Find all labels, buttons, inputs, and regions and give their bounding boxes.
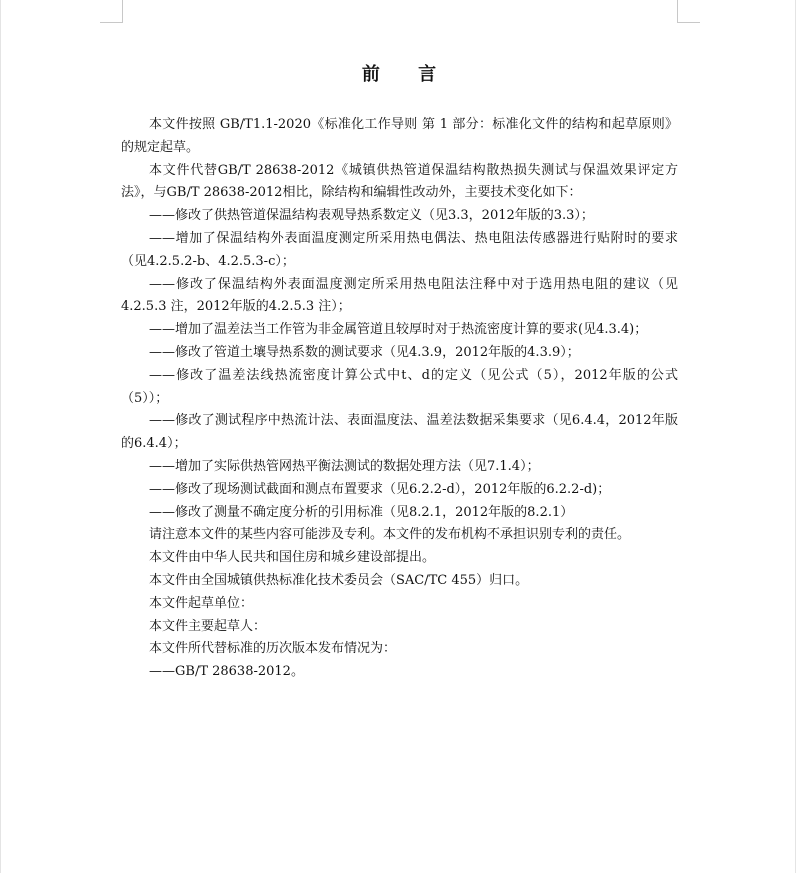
paragraph: ——修改了保温结构外表面温度测定所采用热电阻法注释中对于选用热电阻的建议（见4.2.5.3 注，2012年版的4.2.5.3 注）； <box>121 276 678 315</box>
paragraph: 本文件由中华人民共和国住房和城乡建设部提出。 <box>149 550 436 566</box>
paragraph: 本文件按照 GB/T1.1-2020《标准化工作导则 第 1 部分：标准化文件的结构和起草原则》的规定起草。 <box>121 117 678 155</box>
paragraph: 本文件所代替标准的历次版本发布情况为： <box>149 641 397 657</box>
paragraph: ——增加了保温结构外表面温度测定所采用热电偶法、热电阻法传感器进行贴附时的要求（见4.2.5.2-b、4.2.5.3-c）； <box>121 230 678 269</box>
paragraph: ——修改了测量不确定度分析的引用标准（见8.2.1，2012年版的8.2.1） <box>149 504 574 520</box>
paragraph: 本文件主要起草人： <box>149 618 267 634</box>
paragraph: 本文件起草单位： <box>149 595 254 611</box>
crop-mark-top-left <box>100 0 123 23</box>
paragraph: 本文件代替GB/T 28638-2012《城镇供热管道保温结构散热损失测试与保温效果评定方法》，与GB/T 28638-2012相比，除结构和编辑性改动外，主要技术变化如下： <box>121 162 678 201</box>
document-body <box>121 114 678 684</box>
paragraph: ——GB/T 28638-2012。 <box>149 664 304 680</box>
paragraph: ——增加了实际供热管网热平衡法测试的数据处理方法（见7.1.4）； <box>149 458 540 474</box>
paragraph: ——修改了管道土壤导热系数的测试要求（见4.3.9，2012年版的4.3.9）； <box>149 344 580 360</box>
paragraph: ——修改了测试程序中热流计法、表面温度法、温差法数据采集要求（见6.4.4，2012年版的6.4.4）； <box>121 413 678 452</box>
paragraph: 请注意本文件的某些内容可能涉及专利。本文件的发布机构不承担识别专利的责任。 <box>149 527 631 543</box>
paragraph: ——增加了温差法当工作管为非金属管道且较厚时对于热流密度计算的要求(见4.3.4)； <box>149 322 648 338</box>
crop-mark-top-right <box>677 0 700 23</box>
paragraph: ——修改了供热管道保温结构表观导热系数定义（见3.3，2012年版的3.3）； <box>149 208 594 224</box>
paragraph: ——修改了现场测试截面和测点布置要求（见6.2.2-d），2012年版的6.2.2-d)； <box>149 481 611 497</box>
page-title: 前 言 <box>361 64 453 85</box>
paragraph: 本文件由全国城镇供热标准化技术委员会（SAC/TC 455）归口。 <box>149 572 529 588</box>
paragraph: ——修改了温差法线热流密度计算公式中t、d的定义（见公式（5），2012年版的公式（5））； <box>121 367 678 406</box>
